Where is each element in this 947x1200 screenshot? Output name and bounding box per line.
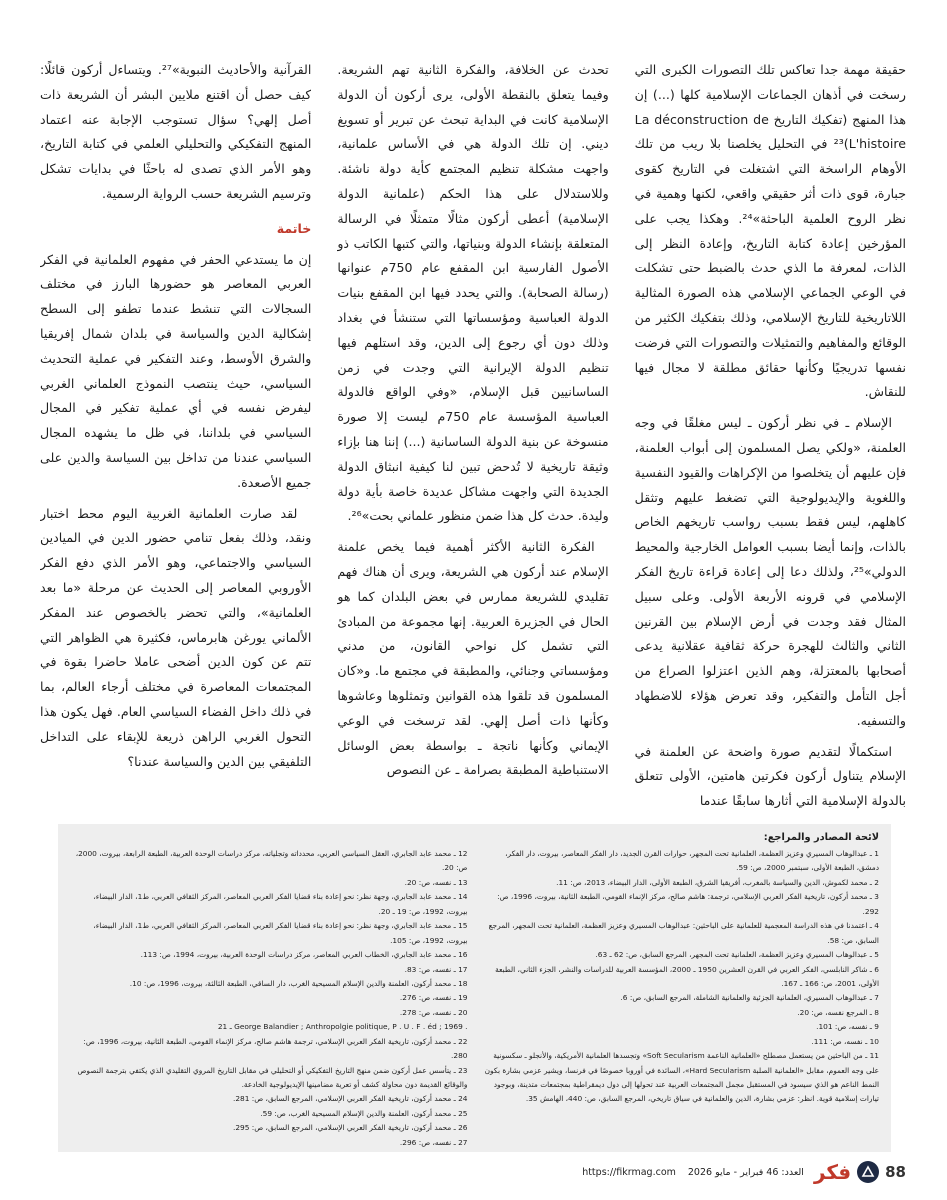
reference-item: 23 ـ يتأسس عمل أركون ضمن منهج التاريخ التفكيكي أو التحليلي في مقابل التاريخ المروي التقليدي الذي يكتفي بترجمة النصوص والوقائع القديمة دون محاولة كشف أو تعرية مضامينها الإيديولوجية الخادعة. xyxy=(77,1065,468,1089)
reference-item: 22 ـ محمد أركون، تاريخية الفكر العربي الإسلامي، ترجمة هاشم صالح، مركز الإنماء القومي، الطبعة الثانية، بيروت، 1996، ص: 280. xyxy=(83,1036,468,1061)
reference-item: 4 ـ اعتمدنا في هذه الدراسة المعجمية للعلمانية على الباحثين: عبدالوهاب المسيري وعزيز العظمة، العلمانية تحت المجهر، المرجع السابق، ص: 58. xyxy=(488,921,879,945)
paragraph: استكمالًا لتقديم صورة واضحة عن العلمنة في الإسلام يتناول أركون فكرتين هامتين، الأولى تتعلق بالدولة الإسلامية التي أثارها سابقًا عندما xyxy=(634,743,906,809)
reference-item: 19 ـ نفسه، ص: 276. xyxy=(399,993,468,1003)
reference-item: 27 ـ نفسه، ص: 296. xyxy=(399,1137,468,1147)
reference-item: 26 ـ محمد أركون، تاريخية الفكر العربي الإسلامي، المرجع السابق، ص: 295. xyxy=(232,1123,468,1133)
reference-item: 12 ـ محمد عابد الجابري، العقل السياسي العربي، محدداته وتجلياته، مركز دراسات الوحدة العربية، الطبعة الرابعة، بيروت، 2000، ص: 20. xyxy=(75,849,468,873)
reference-item: 2 ـ محمد لكموش، الدين والسياسة بالمغرب، أفريقيا الشرق، الطبعة الأولى، الدار البيضاء، 2013، ص: 11. xyxy=(556,877,879,887)
references-column-right xyxy=(482,847,880,1150)
reference-item: 14 ـ محمد عابد الجابري، وجهة نظر: نحو إعادة بناء قضايا الفكر العربي المعاصر، المركز الثقافي العربي، ط1، الدار البيضاء، بيروت، 1992، ص: 19 ـ 20. xyxy=(93,892,468,916)
paragraph: حقيقة مهمة جدا تعاكس تلك التصورات الكبرى التي رسخت في أذهان الجماعات الإسلامية كلها (...) إن هذا المنهج (تفكيك التاريخ La déconstruction de L'histoire)²³ في التحليل يخلصنا بلا ريب من تلك الأوهام الراسخة التي اشتغلت في التاريخ كقوى جبارة، قوى ذات أثر حقيقي واقعي، لكنها وهمية في نظر الروح العلمية الباحثة»²⁴. وهكذا يجب على المؤرخين إعادة كتابة التاريخ، وإعادة النظر إلى الذات، لمعرفة ما الذي حدث بالضبط حتى تشكلت في الوعي الجماعي الإسلامي هذه الصورة المثالية اللاتاريخية للتاريخ الإسلامي، وذلك بتفكيك الكثير من الوقائع والمفاهيم والتمثيلات والتصورات التي فرضت نفسها تدريجيًا وكأنها حقائق مطلقة لا مجال فيها للنقاش. xyxy=(634,62,906,400)
reference-item: 21 ـ George Balandier ; Anthropolgie politique, P . U . F . éd ; 1969 . xyxy=(217,1022,468,1032)
reference-item: 9 ـ نفسه، ص: 101. xyxy=(816,1022,879,1032)
paragraph: تحدث عن الخلافة، والفكرة الثانية تهم الشريعة. وفيما يتعلق بالنقطة الأولى، يرى أركون أن الدولة الإسلامية كانت في البداية تبحث عن تبرير أو تسويغ ديني. إن تلك الدولة هي في الأساس علمانية، واجهت مشكلة تنظيم المجتمع كأية دولة ناشئة. وللاستدلال على هذا الحكم (علمانية الدولة الإسلامية) أعطى أركون مثالًا متمثلًا في الرسالة المتعلقة بإنشاء الدولة وبنياتها، والتي كتبها الكاتب ذو الأصول الفارسية ابن المقفع عام 750م عنوانها (رسالة الصحابة). والتي يحدد فيها ابن المقفع بنيات الدولة العباسية ومؤسساتها التي ستنشأ في بغداد وذلك دون أي رجوع إلى الدين، وقد استلهم فيها تنظيم الدولة الإيرانية التي وجدت في زمن الساسانيين قبل الإسلام، «وفي الواقع فالدولة العباسية المؤسسة عام 750م ليست إلا صورة منسوخة عن بنية الدولة الساسانية (...) إننا هنا بإزاء وثيقة تاريخية لا تُدحض تبين لنا كيفية انبثاق الدولة الجديدة التي واجهت مشاكل عديدة خاصة بأية دولة وليدة. حدث كل هذا ضمن منظور علماني بحت»²⁶. xyxy=(337,62,609,524)
page-footer xyxy=(40,1158,906,1186)
reference-item: 24 ـ محمد أركون، تاريخية الفكر العربي الإسلامي، المرجع السابق، ص: 281. xyxy=(232,1094,468,1104)
reference-item: 15 ـ محمد عابد الجابري، وجهة نظر: نحو إعادة بناء قضايا الفكر العربي المعاصر، المركز الثقافي العربي، ط1، الدار البيضاء، بيروت، 1992، ص: 105. xyxy=(93,921,468,945)
issue-info: العدد: 46 فبراير - مايو 2026 xyxy=(687,1166,804,1178)
magazine-logo-icon xyxy=(857,1161,879,1183)
reference-item: 7 ـ عبدالوهاب المسيري، العلمانية الجزئية والعلمانية الشاملة، المرجع السابق، ص: 6. xyxy=(620,993,879,1003)
reference-item: 16 ـ محمد عابد الجابري، الخطاب العربي المعاصر، مركز دراسات الوحدة العربية، بيروت، 1994، ص: 113. xyxy=(140,950,468,960)
column-right xyxy=(635,58,906,818)
references-title: لائحة المصادر والمراجع: xyxy=(763,832,879,843)
reference-item: 1 ـ عبدالوهاب المسيري وعزيز العظمة، العلمانية تحت المجهر، حوارات القرن الجديد، دار الفكر المعاصر، بيروت، دار الفكر، دمشق، الطبعة الأولى، سبتمبر 2000، ص: 59. xyxy=(505,849,879,873)
reference-item: 6 ـ شاكر النابلسي، الفكر العربي في القرن العشرين 1950 ـ 2000، المؤسسة العربية للدراسات والنشر، الجزء الثاني، الطبعة الأولى، 2001، ص: 166 ـ 167. xyxy=(495,964,879,988)
column-left xyxy=(40,58,311,818)
magazine-logo-text: فكر xyxy=(813,1160,852,1184)
paragraph: القرآنية والأحاديث النبوية»²⁷. ويتساءل أركون قائلًا: كيف حصل أن اقتنع ملايين البشر أن الشريعة ذات أصل إلهي؟ سؤال تستوجب الإجابة عنه اعتماد المنهج التفكيكي والتحليلي العلمي في كتابة التاريخ، وهو الأمر الذي تصدى له باحثًا في بدايات تشكل وترسيم الشريعة حسب الرواية الرسمية. xyxy=(40,62,312,201)
magazine-url[interactable]: https://fikrmag.com xyxy=(582,1166,676,1178)
references-box xyxy=(58,824,891,1152)
page-number: 88 xyxy=(885,1163,906,1181)
paragraph: لقد صارت العلمانية الغربية اليوم محط اختبار ونقد، وذلك بفعل تنامي حضور الدين في الميادين السياسي والاجتماعي، وهو الأمر الذي دفع الفكر الأوروبي المعاصر إلى الحديث عن مرحلة «ما بعد العلمانية»، والتي تحضر بالخصوص عند المفكر الألماني يورغن هابرماس، فكثيرة هي الظواهر التي تتم عن كون الدين أضحى عاملا حاضرا بقوة في المجتمعات المعاصرة في مختلف أرجاء العالم، بما في ذلك داخل الفضاء السياسي العام. فهل يكون هذا التحول الغربي الراهن ذريعة للإبقاء على التداخل التلفيقي بين الدين والسياسة عندنا؟ xyxy=(40,505,312,769)
reference-item: 25 ـ محمد أركون، العلمنة والدين الإسلام المسيحية الغرب، ص: 59. xyxy=(260,1108,468,1118)
reference-item: 10 ـ نفسه، ص: 111. xyxy=(811,1036,879,1046)
conclusion-heading: خاتمة xyxy=(276,220,312,236)
reference-item: 13 ـ نفسه، ص: 20. xyxy=(404,877,468,887)
references-column-left xyxy=(70,847,468,1150)
reference-item: 11 ـ من الباحثين من يستعمل مصطلح «العلمانية الناعمة Soft Secularism» وتجسدها العلمانية الأمريكية، والأنجلو ـ سكسونية على وجه العموم، مقابل «العلمانية الصلبة Hard Secularism»، السائدة في أوروبا خصوصًا في فرنسا، ويشير عزمي بشارة بكون النمط الناعم هو الذي سيسود في المستقبل مجمل المجتمعات العربية عند تحولها إلى دول ديمقراطية بمجتمعات متدينة، وبوجود تيارات إسلامية قوية. انظر: عزمي بشارة، الدين والعلمانية في سياق تاريخي، المرجع السابق، ص: 440، الهامش 35. xyxy=(484,1051,879,1104)
paragraph: الفكرة الثانية الأكثر أهمية فيما يخص علمنة الإسلام عند أركون هي الشريعة، ويرى أن هناك فهم تقليدي للشريعة ممارس في بعض البلدان كما هو الحال في الجزيرة العربية. إنها مجموعة من المبادئ التي تشمل كل نواحي القانون، من مدني ومؤسساتي وجنائي، والمطبقة في مجتمع ما. و«كان المسلمون قد تلقوا هذه القوانين وتمثلوها وعاشوها وكأنها ذات أصل إلهي. لقد ترسخت في الوعي الإيماني وكأنها ناتجة ـ بواسطة بعض الوسائل الاستنباطية المطبقة بصرامة ـ عن النصوص xyxy=(337,539,609,778)
reference-item: 17 ـ نفسه، ص: 83. xyxy=(404,964,468,974)
reference-item: 20 ـ نفسه، ص: 278. xyxy=(399,1007,468,1017)
reference-item: 18 ـ محمد أركون، العلمنة والدين الإسلام المسيحية الغرب، دار الساقي، الطبعة الثالثة، بيروت، 1996، ص: 10. xyxy=(129,978,468,988)
paragraph: الإسلام ـ في نظر أركون ـ ليس مغلقًا في وجه العلمنة، «ولكي يصل المسلمون إلى أبواب العلمنة، فإن عليهم أن يتخلصوا من الإكراهات والقيود النفسية واللغوية والإيديولوجية التي تضغط عليهم وتثقل كاهلهم، ليس فقط بسبب رواسب تاريخهم الخاص بالذات، وإنما أيضا بسبب العوامل الخارجية والمحيط الدولي»²⁵، ولذلك دعا إلى إعادة قراءة تاريخ الفكر الإسلامي في قرونه الأربعة الأولى. وعلى سبيل المثال فقد وجدت في أرض الإسلام بين القرنين الثاني والثالث للهجرة حركة ثقافية عقلانية يدعى أصحابها بالمعتزلة، وهم الذين اعتزلوا الصراع من أجل التأمل والتفكير، وقد تعرض هؤلاء للاضطهاد والتسفيه. xyxy=(634,415,906,728)
paragraph: إن ما يستدعي الحفر في مفهوم العلمانية في الفكر العربي المعاصر هو حضورها البارز في مختلف السجالات التي تنشط عندما تطفو إلى السطح إشكالية الدين والسياسة في بلدان شمال إفريقيا والشرق الأوسط، وعند التفكير في عملية التحديث السياسي، حيث ينتصب النموذج العلماني الغربي ليفرض نفسه في أي عملية تفكير في المجال السياسي في بلداننا، في ظل ما يشهده المجال السياسي عندنا من تداخل بين السياسة والدين على جميع الأصعدة. xyxy=(40,251,312,490)
reference-item: 3 ـ محمد أركون، تاريخية الفكر العربي الإسلامي، ترجمة: هاشم صالح، مركز الإنماء القومي، الطبعة الثانية، بيروت، 1996، ص: 292. xyxy=(497,892,879,916)
reference-item: 5 ـ عبدالوهاب المسيري وعزيز العظمة، العلمانية تحت المجهر، المرجع السابق، ص: 62 ـ 63. xyxy=(595,950,879,960)
article-columns xyxy=(40,58,906,818)
reference-item: 8 ـ المرجع نفسه، ص: 20. xyxy=(797,1007,879,1017)
column-middle xyxy=(337,58,608,818)
